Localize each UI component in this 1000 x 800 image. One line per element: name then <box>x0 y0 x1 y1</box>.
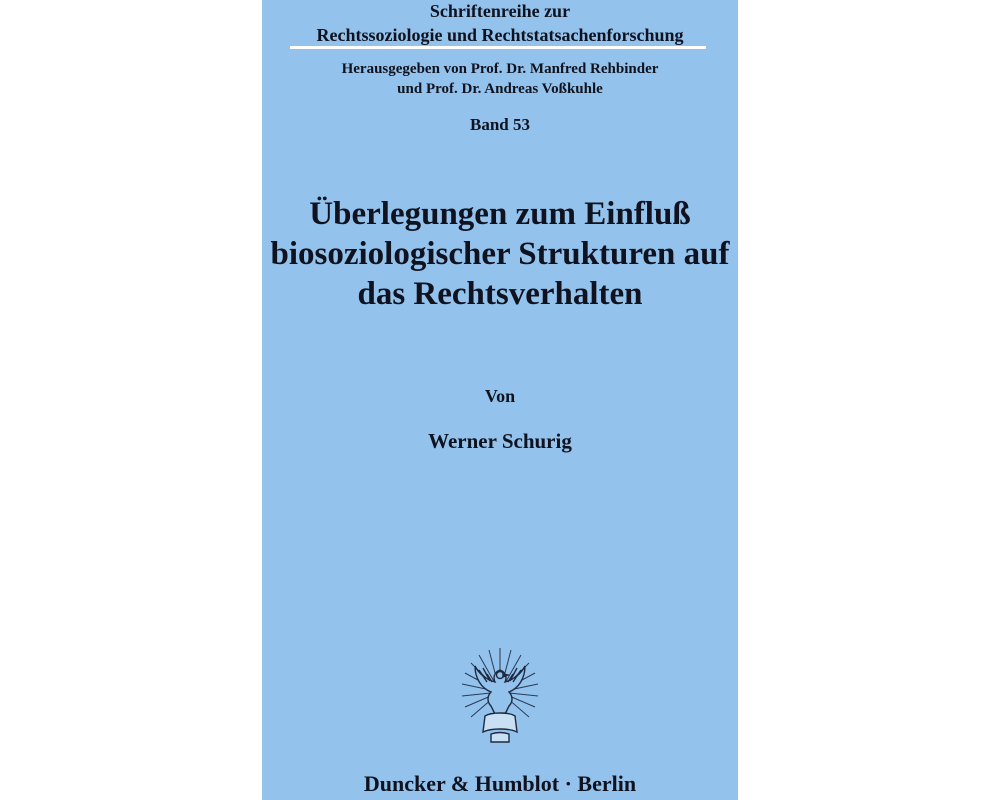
editors <box>262 59 738 99</box>
by-label: Von <box>484 386 516 406</box>
book-title <box>262 194 738 314</box>
series-title <box>262 0 738 47</box>
series-title-line-1: Schriftenreihe zur <box>429 1 571 21</box>
eagle-sunburst-emblem-icon <box>457 640 543 748</box>
author-name: Werner Schurig <box>428 429 572 453</box>
book-cover <box>262 0 738 800</box>
editors-line-2: und Prof. Dr. Andreas Voßkuhle <box>397 81 603 97</box>
series-title-line-2: Rechtssoziologie und Rechtstatsachenforschung <box>316 25 684 45</box>
book-title-line-3: das Rechtsverhalten <box>357 276 643 312</box>
book-title-line-2: biosoziologischer Strukturen auf <box>270 236 730 272</box>
editors-line-1: Herausgegeben von Prof. Dr. Manfred Rehbinder <box>341 61 659 77</box>
series-divider <box>290 46 706 49</box>
publisher: Duncker & Humblot · Berlin <box>363 771 637 796</box>
book-title-line-1: Überlegungen zum Einfluß <box>309 196 691 232</box>
volume-number: Band 53 <box>470 115 530 134</box>
